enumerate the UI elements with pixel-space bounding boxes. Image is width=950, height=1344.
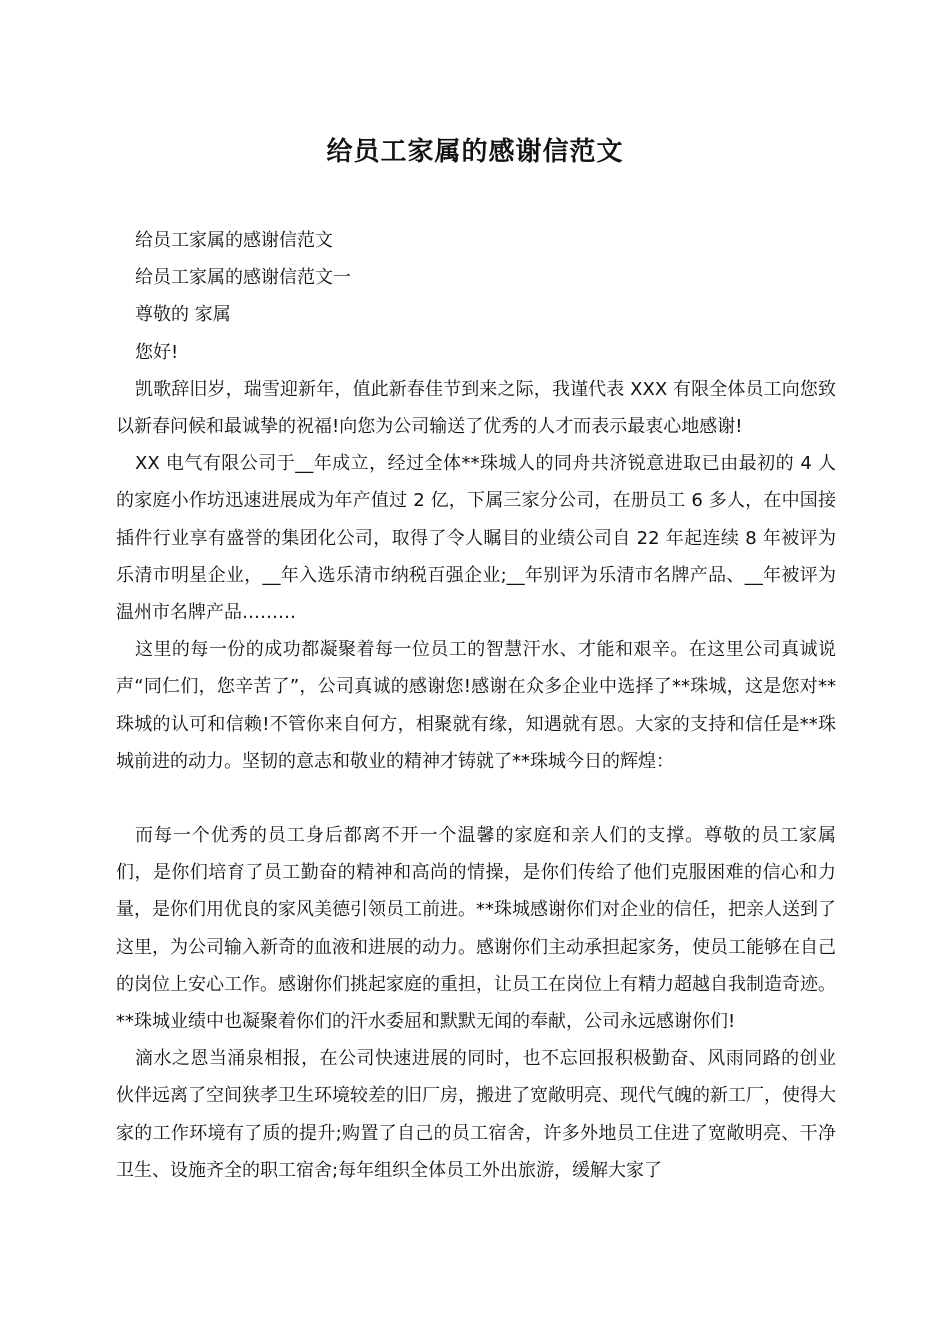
paragraph-spacer [116, 780, 836, 817]
paragraph-company-history: XX 电气有限公司于__年成立，经过全体**珠城人的同舟共济锐意进取已由最初的 4 人的家庭小作坊迅速进展成为年产值过 2 亿，下属三家分公司，在册员工 6 多人，在中国接插件行业享有盛誉的集团化公司，取得了令人瞩目的业绩公司自 22 年起连续 8 年被评为乐清市明星企业，__年入选乐清市纳税百强企业;__年别评为乐清市名牌产品、__年被评为温州市名牌产品……… [116, 453, 836, 624]
paragraph-salutation: 尊敬的 家属 [135, 304, 231, 326]
paragraph-company-return: 滴水之恩当涌泉相报，在公司快速进展的同时，也不忘回报积极勤奋、风雨同路的创业伙伴远离了空间狭孝卫生环境较差的旧厂房，搬进了宽敞明亮、现代气魄的新工厂，使得大家的工作环境有了质的提升;购置了自己的员工宿舍，许多外地员工住进了宽敞明亮、干净卫生、设施齐全的职工宿舍;每年组织全体员工外出旅游，缓解大家了 [116, 1048, 836, 1181]
paragraph-greeting: 您好! [135, 341, 179, 363]
paragraph-employee-thanks: 这里的每一份的成功都凝聚着每一位员工的智慧汗水、才能和艰辛。在这里公司真诚说声“同仁们，您辛苦了”，公司真诚的感谢您!感谢在众多企业中选择了**珠城，这是您对**珠城的认可和信赖!不管你来自何方，相聚就有缘，知遇就有恩。大家的支持和信任是**珠城前进的动力。坚韧的意志和敬业的精神才铸就了**珠城今日的辉煌： [116, 639, 836, 772]
paragraph-heading: 给员工家属的感谢信范文 [135, 230, 333, 251]
document-title: 给员工家属的感谢信范文 [326, 137, 624, 167]
paragraph-new-year-wishes: 凯歌辞旧岁，瑞雪迎新年，值此新春佳节到来之际，我谨代表 XXX 有限全体员工向您致以新春问候和最诚挚的祝福!向您为公司输送了优秀的人才而表示最衷心地感谢! [116, 378, 836, 438]
document-body [116, 222, 836, 1189]
paragraph-subheading: 给员工家属的感谢信范文一 [135, 267, 351, 289]
paragraph-family-thanks: 而每一个优秀的员工身后都离不开一个温馨的家庭和亲人们的支撑。尊敬的员工家属们，是你们培育了员工勤奋的精神和高尚的情操，是你们传给了他们克服困难的信心和力量，是你们用优良的家风美德引领员工前进。**珠城感谢你们对企业的信任，把亲人送到了这里，为公司输入新奇的血液和进展的动力。感谢你们主动承担起家务，使员工能够在自己的岗位上安心工作。感谢你们挑起家庭的重担，让员工在岗位上有精力超越自我制造奇迹。**珠城业绩中也凝聚着你们的汗水委屈和默默无闻的奉献，公司永远感谢你们! [116, 825, 836, 1033]
